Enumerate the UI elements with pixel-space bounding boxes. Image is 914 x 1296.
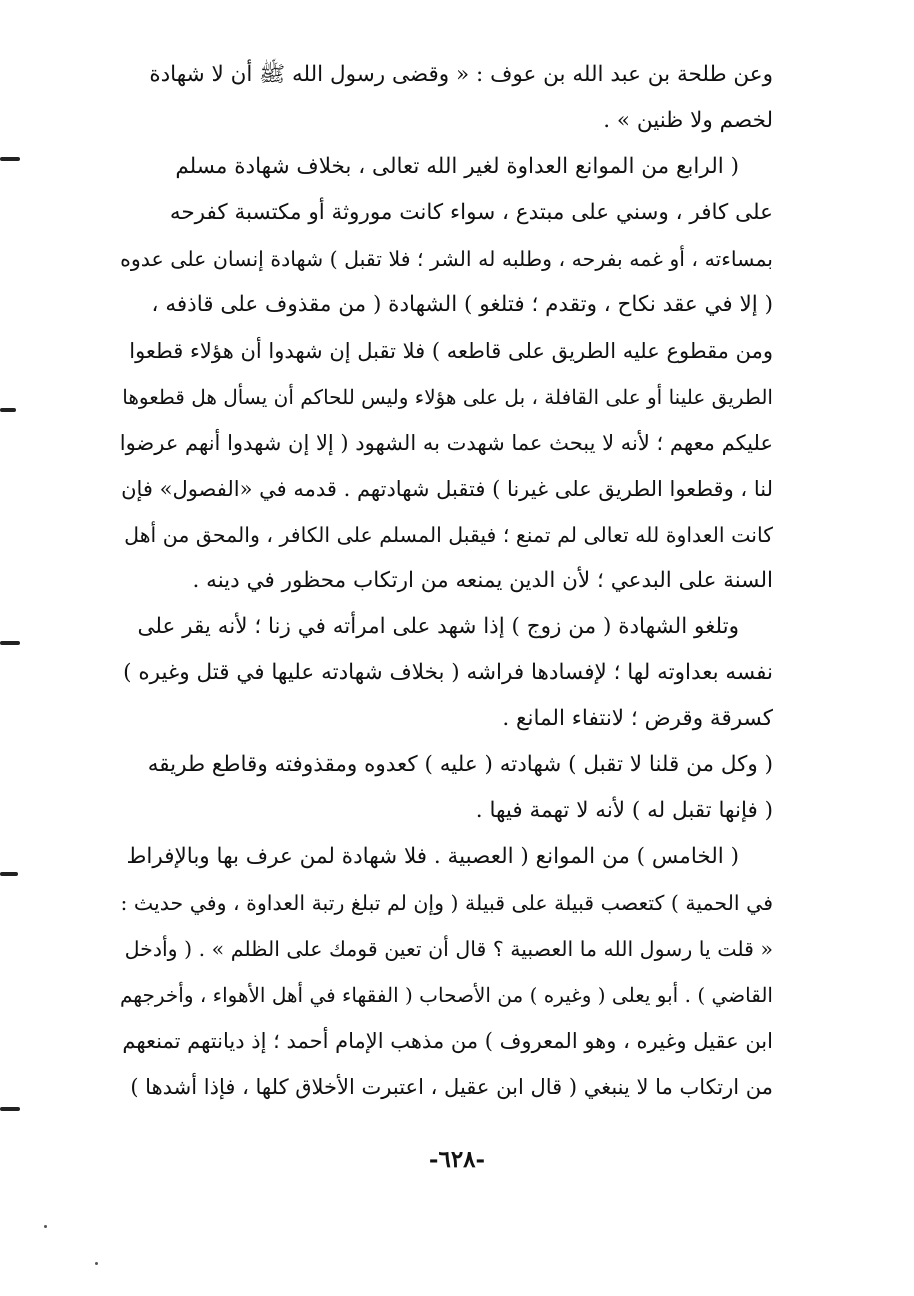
scan-margin-mark (0, 1107, 20, 1111)
text-line-21: القاضي ) . أبو يعلى ( وغيره ) من الأصحاب ( الفقهاء في أهل الأهواء ، وأخرجهم (120, 983, 773, 1007)
text-line-20: « قلت يا رسول الله ما العصبية ؟ قال أن تعين قومك على الظلم » . ( وأدخل (124, 937, 773, 961)
text-line-9: عليكم معهم ؛ لأنه لا يبحث عما شهدت به الشهود ( إلا إن شهدوا أنهم عرضوا (119, 431, 773, 455)
scan-speck (44, 1225, 47, 1228)
scan-margin-mark (0, 157, 20, 161)
text-line-23: من ارتكاب ما لا ينبغي ( قال ابن عقيل ، اعتبرت الأخلاق كلها ، فإذا أشدها ) (130, 1075, 773, 1099)
text-line-16: ( وكل من قلنا لا تقبل ) شهادته ( عليه ) كعدوه ومقذوفته وقاطع طريقه (147, 752, 773, 777)
text-line-11: كانت العداوة لله تعالى لم تمنع ؛ فيقبل المسلم على الكافر ، والمحق من أهل (124, 523, 773, 547)
text-line-17: ( فإنها تقبل له ) لأنه لا تهمة فيها . (475, 798, 773, 823)
text-line-18: ( الخامس ) من الموانع ( العصبية . فلا شهادة لمن عرف بها وبالإفراط (126, 844, 739, 869)
text-line-4: على كافر ، وسني على مبتدع ، سواء كانت موروثة أو مكتسبة كفرحه (169, 200, 773, 225)
text-line-15: كسرقة وقرض ؛ لانتفاء المانع . (502, 706, 773, 731)
scan-margin-mark (0, 408, 16, 412)
main-text-block (118, 52, 773, 1110)
text-line-22: ابن عقيل وغيره ، وهو المعروف ) من مذهب الإمام أحمد ؛ إذ ديانتهم تمنعهم (122, 1029, 773, 1053)
text-line-14: نفسه بعداوته لها ؛ لإفسادها فراشه ( بخلاف شهادته عليها في قتل وغيره ) (123, 660, 773, 685)
scan-margin-mark (0, 641, 20, 645)
text-line-2: لخصم ولا ظنين » . (603, 108, 773, 133)
scan-margin-mark (0, 872, 18, 876)
page-number: -٦٢٨- (428, 1146, 486, 1173)
text-line-1: وعن طلحة بن عبد الله بن عوف : « وقضى رسول الله ﷺ أن لا شهادة (149, 62, 773, 87)
text-line-12: السنة على البدعي ؛ لأن الدين يمنعه من ارتكاب محظور في دينه . (192, 568, 773, 593)
scan-speck (95, 1262, 98, 1265)
text-line-7: ومن مقطوع عليه الطريق على قاطعه ) فلا تقبل إن شهدوا أن هؤلاء قطعوا (129, 339, 773, 363)
text-line-6: ( إلا في عقد نكاح ، وتقدم ؛ فتلغو ) الشهادة ( من مقذوف على قاذفه ، (151, 292, 773, 317)
text-line-19: في الحمية ) كتعصب قبيلة على قبيلة ( وإن لم تبلغ رتبة العداوة ، وفي حديث : (120, 891, 773, 915)
text-line-10: لنا ، وقطعوا الطريق على غيرنا ) فتقبل شهادتهم . قدمه في «الفصول» فإن (121, 477, 773, 501)
text-line-8: الطريق علينا أو على القافلة ، بل على هؤلاء وليس للحاكم أن يسأل هل قطعوها (122, 385, 773, 409)
text-line-13: وتلغو الشهادة ( من زوج ) إذا شهد على امرأته في زنا ؛ لأنه يقر على (137, 614, 739, 639)
text-line-3: ( الرابع من الموانع العداوة لغير الله تعالى ، بخلاف شهادة مسلم (175, 154, 739, 179)
text-line-5: بمساءته ، أو غمه بفرحه ، وطلبه له الشر ؛ فلا تقبل ) شهادة إنسان على عدوه (120, 247, 773, 271)
